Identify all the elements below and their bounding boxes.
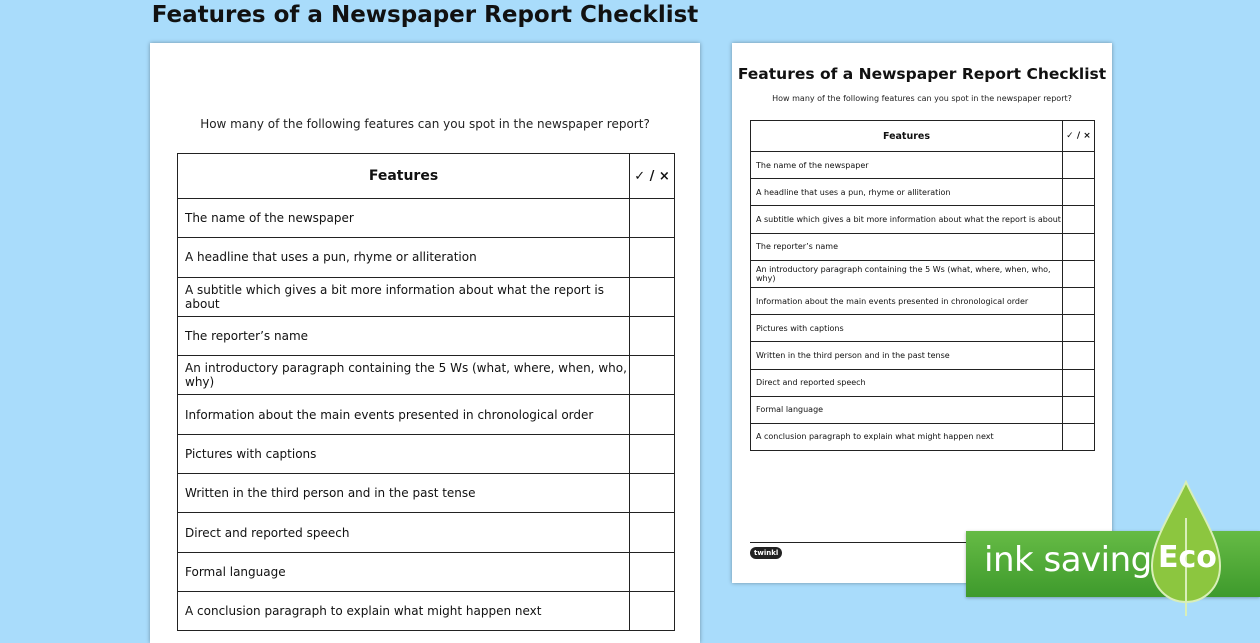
table-row	[751, 260, 1095, 287]
checkbox-cell[interactable]	[1063, 233, 1095, 260]
table-header-row	[751, 121, 1095, 152]
feature-cell: Written in the third person and in the past tense	[178, 474, 630, 513]
feature-cell: Formal language	[178, 552, 630, 591]
feature-cell: The name of the newspaper	[178, 199, 630, 238]
feature-cell: A headline that uses a pun, rhyme or alliteration	[751, 179, 1063, 206]
checkbox-cell[interactable]	[630, 591, 675, 630]
feature-cell: A headline that uses a pun, rhyme or alliteration	[178, 238, 630, 277]
checkbox-cell[interactable]	[1063, 152, 1095, 179]
feature-cell: A subtitle which gives a bit more information about what the report is about	[178, 277, 630, 316]
table-row	[751, 423, 1095, 450]
table-row	[751, 233, 1095, 260]
feature-cell: Pictures with captions	[751, 315, 1063, 342]
checkbox-cell[interactable]	[630, 277, 675, 316]
checkbox-cell[interactable]	[630, 356, 675, 395]
table-row	[178, 434, 675, 473]
mark-column-header: ✓ / ×	[630, 154, 675, 199]
feature-cell: The reporter’s name	[178, 316, 630, 355]
checkbox-cell[interactable]	[630, 395, 675, 434]
worksheet-preview-large	[150, 2, 700, 643]
checkbox-cell[interactable]	[1063, 260, 1095, 287]
checkbox-cell[interactable]	[1063, 206, 1095, 233]
table-row	[751, 342, 1095, 369]
worksheet-subtitle: How many of the following features can you spot in the newspaper report?	[200, 117, 650, 131]
feature-cell: An introductory paragraph containing the 5 Ws (what, where, when, who, why)	[751, 260, 1063, 287]
checkbox-cell[interactable]	[1063, 342, 1095, 369]
checkbox-cell[interactable]	[1063, 315, 1095, 342]
table-row	[751, 396, 1095, 423]
checkbox-cell[interactable]	[630, 238, 675, 277]
features-column-header: Features	[751, 121, 1063, 152]
table-row	[751, 315, 1095, 342]
mark-column-header: ✓ / ×	[1063, 121, 1095, 152]
checkbox-cell[interactable]	[630, 513, 675, 552]
checkbox-cell[interactable]	[1063, 287, 1095, 314]
eco-badge-label: Eco	[1158, 540, 1217, 575]
ink-saving-label: ink saving	[984, 540, 1152, 580]
checkbox-cell[interactable]	[630, 552, 675, 591]
feature-cell: Information about the main events presented in chronological order	[751, 287, 1063, 314]
feature-cell: The reporter’s name	[751, 233, 1063, 260]
table-row	[178, 591, 675, 630]
worksheet-title: Features of a Newspaper Report Checklist	[737, 65, 1107, 83]
feature-cell: Written in the third person and in the past tense	[751, 342, 1063, 369]
feature-cell: Direct and reported speech	[751, 369, 1063, 396]
table-header-row	[178, 154, 675, 199]
worksheet-preview-small	[732, 43, 1112, 583]
feature-cell: Direct and reported speech	[178, 513, 630, 552]
feature-cell: Information about the main events presented in chronological order	[178, 395, 630, 434]
table-row	[751, 287, 1095, 314]
table-row	[178, 238, 675, 277]
checkbox-cell[interactable]	[630, 474, 675, 513]
feature-cell: A subtitle which gives a bit more information about what the report is about	[751, 206, 1063, 233]
table-row	[751, 206, 1095, 233]
feature-cell: The name of the newspaper	[751, 152, 1063, 179]
table-row	[751, 369, 1095, 396]
table-row	[178, 395, 675, 434]
checkbox-cell[interactable]	[630, 434, 675, 473]
table-row	[178, 316, 675, 355]
checklist-table	[750, 120, 1095, 451]
table-row	[178, 474, 675, 513]
checkbox-cell[interactable]	[630, 316, 675, 355]
table-row	[178, 552, 675, 591]
table-row	[178, 513, 675, 552]
table-row	[751, 152, 1095, 179]
checkbox-cell[interactable]	[1063, 396, 1095, 423]
checkbox-cell[interactable]	[1063, 179, 1095, 206]
table-row	[178, 277, 675, 316]
twinkl-logo: twinkl	[750, 547, 782, 559]
features-column-header: Features	[178, 154, 630, 199]
feature-cell: Formal language	[751, 396, 1063, 423]
feature-cell: A conclusion paragraph to explain what might happen next	[751, 423, 1063, 450]
feature-cell: Pictures with captions	[178, 434, 630, 473]
worksheet-title: Features of a Newspaper Report Checklist	[151, 2, 699, 28]
table-row	[178, 199, 675, 238]
checkbox-cell[interactable]	[630, 199, 675, 238]
checkbox-cell[interactable]	[1063, 369, 1095, 396]
feature-cell: An introductory paragraph containing the 5 Ws (what, where, when, who, why)	[178, 356, 630, 395]
feature-cell: A conclusion paragraph to explain what might happen next	[178, 591, 630, 630]
table-row	[751, 179, 1095, 206]
table-row	[178, 356, 675, 395]
worksheet-subtitle: How many of the following features can you spot in the newspaper report?	[772, 94, 1072, 103]
checkbox-cell[interactable]	[1063, 423, 1095, 450]
checklist-table	[177, 153, 675, 631]
